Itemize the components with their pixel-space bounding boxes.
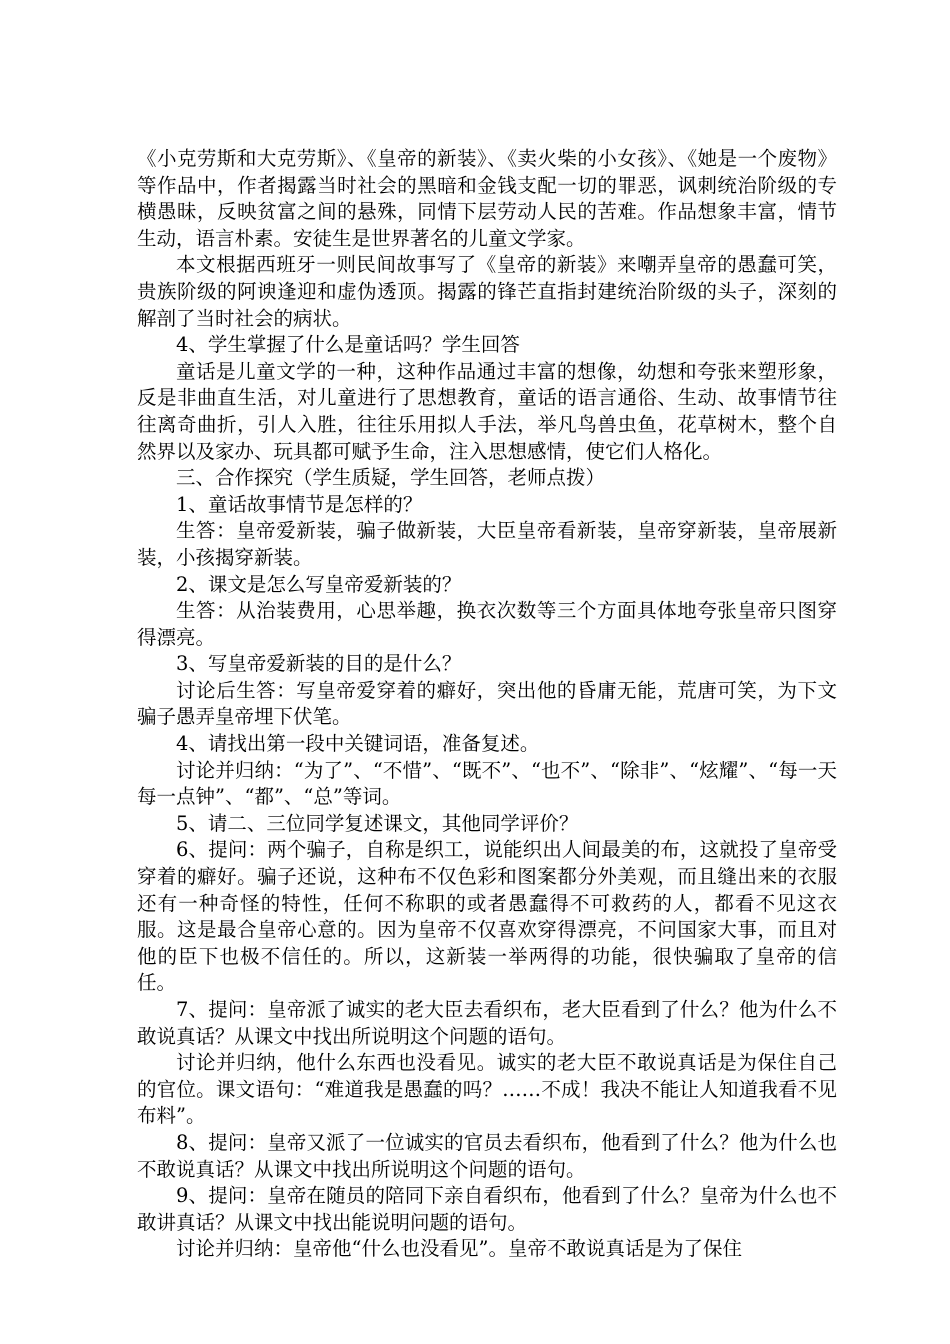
paragraph-intro: 《小克劳斯和大克劳斯》、《皇帝的新装》、《卖火柴的小女孩》、《她是一个废物》等作品中，作者揭露当时社会的黑暗和金钱支配一切的罪恶，讽刺统治阶级的专横愚昧，反映贫富之间的悬殊，同情下层劳动人民的苦难。作品想象丰富，情节生动，语言朴素。安徒生是世界著名的儿童文学家。 — [137, 147, 837, 250]
question-6: 6、提问：两个骗子，自称是织工，说能织出人间最美的布，这就投了皇帝受穿着的癖好。骗子还说，这种布不仅色彩和图案都分外美观，而且缝出来的衣服还有一种奇怪的特性，任何不称职的或者愚蠢得不可救药的人，都看不见这衣服。这是最合皇帝心意的。因为皇帝不仅喜欢穿得漂亮，不问国家大事，而且对他的臣下也极不信任的。所以，这新装一举两得的功能，很快骗取了皇帝的信任。 — [137, 838, 837, 995]
answer-1: 生答：皇帝爱新装，骗子做新装，大臣皇帝看新装，皇帝穿新装，皇帝展新装，小孩揭穿新装。 — [137, 519, 837, 569]
answer-2: 生答：从治装费用，心思举趣，换衣次数等三个方面具体地夸张皇帝只图穿得漂亮。 — [137, 599, 837, 649]
question-4: 4、学生掌握了什么是童话吗？学生回答 — [176, 333, 520, 357]
question-1: 1、童话故事情节是怎样的？ — [176, 492, 423, 516]
question-2: 2、课文是怎么写皇帝爱新装的？ — [176, 572, 462, 596]
question-7: 7、提问：皇帝派了诚实的老大臣去看织布，老大臣看到了什么？他为什么不敢说真话？从课文中找出所说明这个问题的语句。 — [137, 998, 837, 1048]
document-body — [137, 146, 837, 1263]
question-3: 3、写皇帝爱新装的目的是什么？ — [176, 652, 462, 676]
section-heading-cooperative-inquiry: 三、合作探究（学生质疑，学生回答，老师点拨） — [176, 466, 606, 490]
question-8: 8、提问：皇帝又派了一位诚实的官员去看织布，他看到了什么？他为什么也不敢说真话？从课文中找出所说明这个问题的语句。 — [137, 1130, 837, 1181]
question-4-keywords: 4、请找出第一段中关键词语，准备复述。 — [176, 732, 540, 756]
question-5: 5、请二、三位同学复述课文，其他同学评价？ — [176, 811, 579, 835]
answer-3: 讨论后生答：写皇帝爱穿着的癖好，突出他的昏庸无能，荒唐可笑，为下文骗子愚弄皇帝埋下伏笔。 — [137, 678, 837, 729]
question-9: 9、提问：皇帝在随员的陪同下亲自看织布，他看到了什么？皇帝为什么也不敢讲真话？从课文中找出能说明问题的语句。 — [137, 1184, 837, 1234]
answer-7: 讨论并归纳，他什么东西也没看见。诚实的老大臣不敢说真话是为保住自己的官位。课文语句：“难道我是愚蠢的吗？……不成！我决不能让人知道我看不见布料”。 — [137, 1051, 837, 1128]
paragraph-fairy-tale-definition: 童话是儿童文学的一种，这种作品通过丰富的想像，幼想和夸张来塑形象，反是非曲直生活，对儿童进行了思想教育，童话的语言通俗、生动、故事情节往往离奇曲折，引人入胜，往往乐用拟人手法，举凡鸟兽虫鱼，花草树木，整个自然界以及家办、玩具都可赋予生命，注入思想感情，使它们人格化。 — [137, 359, 837, 463]
paragraph-background: 本文根据西班牙一则民间故事写了《皇帝的新装》来嘲弄皇帝的愚蠢可笑，贵族阶级的阿谀逢迎和虚伪透顶。揭露的锋芒直指封建统治阶级的头子，深刻的解剖了当时社会的病状。 — [137, 253, 837, 330]
answer-4: 讨论并归纳：“为了”、“不惜”、“既不”、“也不”、“除非”、“炫耀”、“每一天每一点钟”、“都”、“总”等词。 — [137, 758, 837, 809]
answer-9: 讨论并归纳：皇帝他“什么也没看见”。皇帝不敢说真话是为了保住 — [176, 1237, 742, 1261]
